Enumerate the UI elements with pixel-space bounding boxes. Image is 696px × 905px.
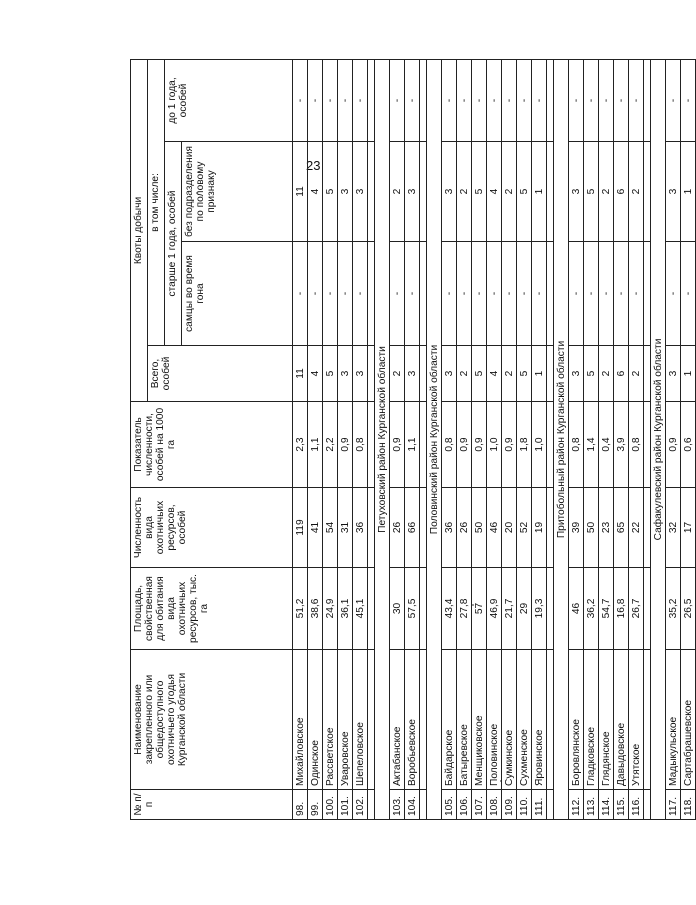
quota-total-cell: 5 [517,346,532,402]
gap-cell [368,346,375,402]
habitat-area-cell: 46 [569,568,584,650]
quota-under1-cell: - [666,59,681,141]
quota-under1-cell: - [405,59,420,141]
quota-no-sex-cell: 2 [502,142,517,242]
quota-no-sex-cell: 5 [517,142,532,242]
district-title: Петуховский район Курганской области [375,59,390,819]
habitat-area-cell: 27,8 [457,568,472,650]
quota-males-rut-cell: - [517,242,532,346]
population-cell: 31 [338,488,353,568]
habitat-area-cell: 57 [472,568,487,650]
table-row [599,59,614,819]
quota-total-cell: 2 [629,346,644,402]
quota-under1-cell: - [323,59,338,141]
hunting-ground-name-cell: Батыревское [457,650,472,790]
population-cell: 23 [599,488,614,568]
quota-no-sex-cell: 3 [405,142,420,242]
table-row [353,59,368,819]
density-index-cell: 3,9 [614,402,629,488]
habitat-area-cell: 54,7 [599,568,614,650]
row-number-cell: 117. [666,790,681,820]
quota-total-cell: 4 [487,346,502,402]
density-index-cell: 1,8 [517,402,532,488]
gap-cell [368,568,375,650]
gap-cell [368,242,375,346]
quota-total-cell: 11 [293,346,308,402]
gap-cell [644,346,651,402]
hunting-ground-name-cell: Яровинское [532,650,547,790]
table-body [293,59,696,819]
district-title: Притобольный район Курганской области [554,59,569,819]
density-index-cell: 1,0 [487,402,502,488]
quota-total-cell: 6 [614,346,629,402]
hunting-ground-name-cell: Глядянское [599,650,614,790]
row-number-cell: 108. [487,790,502,820]
district-row [427,59,442,819]
row-number-cell: 105. [442,790,457,820]
quota-total-cell: 3 [569,346,584,402]
quota-no-sex-cell: 3 [442,142,457,242]
gap-cell [644,568,651,650]
quota-no-sex-cell: 2 [390,142,405,242]
gap-cell [368,59,375,141]
quota-males-rut-cell: - [293,242,308,346]
page-number: 23 [306,158,321,173]
section-gap [368,59,375,819]
rotated-page-area [130,60,694,820]
hunting-ground-name-cell: Давыдовское [614,650,629,790]
density-index-cell: 0,9 [472,402,487,488]
quota-males-rut-cell: - [353,242,368,346]
quota-under1-cell: - [629,59,644,141]
quota-no-sex-cell: 5 [584,142,599,242]
hunting-ground-name-cell: Актабанское [390,650,405,790]
population-cell: 22 [629,488,644,568]
quota-no-sex-cell: 11 [293,142,308,242]
quota-total-cell: 5 [472,346,487,402]
table-row [457,59,472,819]
section-gap [547,59,554,819]
quota-under1-cell: - [457,59,472,141]
population-cell: 26 [390,488,405,568]
quota-males-rut-cell: - [629,242,644,346]
habitat-area-cell: 26,7 [629,568,644,650]
hunting-ground-name-cell: Уваровское [338,650,353,790]
quota-males-rut-cell: - [472,242,487,346]
quota-under1-cell: - [584,59,599,141]
gap-cell [644,402,651,488]
row-number-cell: 101. [338,790,353,820]
gap-cell [368,142,375,242]
habitat-area-cell: 36,2 [584,568,599,650]
quota-males-rut-cell: - [569,242,584,346]
table-row [308,59,323,819]
quota-under1-cell: - [487,59,502,141]
quota-total-cell: 2 [457,346,472,402]
quota-no-sex-cell: 3 [338,142,353,242]
table-row [338,59,353,819]
density-index-cell: 1,1 [405,402,420,488]
hunting-ground-name-cell: Мадыкульское [666,650,681,790]
density-index-cell: 0,9 [390,402,405,488]
row-number-cell: 113. [584,790,599,820]
quota-males-rut-cell: - [532,242,547,346]
quota-total-cell: 5 [584,346,599,402]
quota-total-cell: 3 [353,346,368,402]
quota-total-cell: 3 [405,346,420,402]
row-number-cell: 107. [472,790,487,820]
density-index-cell: 0,9 [338,402,353,488]
density-index-cell: 2,2 [323,402,338,488]
quota-total-cell: 2 [502,346,517,402]
habitat-area-cell: 35,2 [666,568,681,650]
hunting-ground-name-cell: Сумкинское [502,650,517,790]
population-cell: 46 [487,488,502,568]
quota-no-sex-cell: 2 [629,142,644,242]
quota-males-rut-cell: - [502,242,517,346]
quota-no-sex-cell: 5 [472,142,487,242]
habitat-area-cell: 19,3 [532,568,547,650]
quota-males-rut-cell: - [681,242,696,346]
table-row [293,59,308,819]
row-number-cell: 100. [323,790,338,820]
habitat-area-cell: 29 [517,568,532,650]
row-number-cell: 104. [405,790,420,820]
quota-males-rut-cell: - [584,242,599,346]
row-number-cell: 118. [681,790,696,820]
habitat-area-cell: 57,5 [405,568,420,650]
habitat-area-cell: 38,6 [308,568,323,650]
district-title: Половинский район Курганской области [427,59,442,819]
hunting-ground-name-cell: Половинское [487,650,502,790]
population-cell: 36 [353,488,368,568]
hunting-ground-name-cell: Воробьевское [405,650,420,790]
gap-cell [368,488,375,568]
quota-total-cell: 3 [666,346,681,402]
district-row [554,59,569,819]
section-gap [420,59,427,819]
table-row [390,59,405,819]
density-index-cell: 1,1 [308,402,323,488]
row-number-cell: 102. [353,790,368,820]
gap-cell [420,142,427,242]
row-number-cell: 116. [629,790,644,820]
quota-under1-cell: - [569,59,584,141]
header-under1: до 1 года, особей [165,59,293,141]
quota-under1-cell: - [472,59,487,141]
gap-cell [420,346,427,402]
header-density: Показатель численности, особей на 1000 га [131,402,293,488]
quota-males-rut-cell: - [442,242,457,346]
gap-cell [547,488,554,568]
hunting-ground-name-cell: Боровлянское [569,650,584,790]
quota-males-rut-cell: - [457,242,472,346]
population-cell: 20 [502,488,517,568]
hunting-ground-name-cell: Утятское [629,650,644,790]
header-including: в том числе: [148,59,165,345]
habitat-area-cell: 16,8 [614,568,629,650]
quota-no-sex-cell: 2 [457,142,472,242]
hunting-ground-name-cell: Рассветское [323,650,338,790]
quota-under1-cell: - [599,59,614,141]
quota-males-rut-cell: - [405,242,420,346]
gap-cell [547,242,554,346]
table-row [487,59,502,819]
quota-under1-cell: - [293,59,308,141]
quota-no-sex-cell: 1 [532,142,547,242]
row-number-cell: 98. [293,790,308,820]
population-cell: 41 [308,488,323,568]
district-title: Сафакулевский район Курганской области [651,59,666,819]
gap-cell [644,59,651,141]
population-cell: 52 [517,488,532,568]
population-cell: 50 [472,488,487,568]
habitat-area-cell: 45,1 [353,568,368,650]
table-row [472,59,487,819]
gap-cell [420,242,427,346]
header-total: Всего, особей [148,346,293,402]
table-row [405,59,420,819]
habitat-area-cell: 51,2 [293,568,308,650]
table-row [502,59,517,819]
quota-males-rut-cell: - [487,242,502,346]
density-index-cell: 0,4 [599,402,614,488]
quota-no-sex-cell: 1 [681,142,696,242]
quota-no-sex-cell: 4 [487,142,502,242]
quota-total-cell: 2 [599,346,614,402]
quota-no-sex-cell: 3 [666,142,681,242]
quota-total-cell: 1 [681,346,696,402]
hunting-ground-name-cell: Михайловское [293,650,308,790]
gap-cell [547,402,554,488]
gap-cell [644,650,651,790]
density-index-cell: 0,8 [442,402,457,488]
quota-under1-cell: - [517,59,532,141]
gap-cell [368,650,375,790]
row-number-cell: 114. [599,790,614,820]
row-number-cell: 111. [532,790,547,820]
quota-no-sex-cell: 5 [323,142,338,242]
density-index-cell: 0,8 [569,402,584,488]
gap-cell [368,402,375,488]
row-number-cell: 115. [614,790,629,820]
density-index-cell: 1,0 [532,402,547,488]
quota-under1-cell: - [308,59,323,141]
gap-cell [368,790,375,820]
population-cell: 19 [532,488,547,568]
row-number-cell: 99. [308,790,323,820]
quota-total-cell: 2 [390,346,405,402]
quota-no-sex-cell: 4 [308,142,323,242]
gap-cell [547,346,554,402]
header-males-rut: самцы во время гона [182,242,293,346]
hunting-ground-name-cell: Менщиковское [472,650,487,790]
gap-cell [420,59,427,141]
table-row [532,59,547,819]
density-index-cell: 1,4 [584,402,599,488]
quota-males-rut-cell: - [308,242,323,346]
hunting-ground-name-cell: Сухменское [517,650,532,790]
header-older: старше 1 года, особей [165,142,182,346]
quota-under1-cell: - [442,59,457,141]
quota-males-rut-cell: - [323,242,338,346]
quota-under1-cell: - [614,59,629,141]
quota-under1-cell: - [532,59,547,141]
population-cell: 50 [584,488,599,568]
population-cell: 65 [614,488,629,568]
quota-under1-cell: - [390,59,405,141]
quota-total-cell: 3 [442,346,457,402]
header-num: № п/п [131,790,293,820]
population-cell: 119 [293,488,308,568]
density-index-cell: 0,9 [666,402,681,488]
gap-cell [420,568,427,650]
habitat-area-cell: 30 [390,568,405,650]
quota-under1-cell: - [353,59,368,141]
hunting-ground-name-cell: Одинское [308,650,323,790]
section-gap [644,59,651,819]
density-index-cell: 0,6 [681,402,696,488]
quota-total-cell: 5 [323,346,338,402]
quota-total-cell: 3 [338,346,353,402]
table-header [131,59,293,819]
quota-under1-cell: - [338,59,353,141]
quota-males-rut-cell: - [599,242,614,346]
header-name: Наименование закрепленного или общедоступного охотничьего угодья Курганской области [131,650,293,790]
density-index-cell: 2,3 [293,402,308,488]
gap-cell [547,59,554,141]
population-cell: 36 [442,488,457,568]
district-row [375,59,390,819]
population-cell: 54 [323,488,338,568]
quota-no-sex-cell: 3 [569,142,584,242]
hunting-ground-name-cell: Сартабрашевское [681,650,696,790]
hunting-ground-name-cell: Шепеловское [353,650,368,790]
density-index-cell: 0,8 [629,402,644,488]
quota-no-sex-cell: 3 [353,142,368,242]
quota-no-sex-cell: 2 [599,142,614,242]
table-row [681,59,696,819]
density-index-cell: 0,9 [502,402,517,488]
gap-cell [420,650,427,790]
quota-males-rut-cell: - [614,242,629,346]
table-row [666,59,681,819]
habitat-area-cell: 26,5 [681,568,696,650]
population-cell: 66 [405,488,420,568]
table-row [569,59,584,819]
gap-cell [420,488,427,568]
gap-cell [547,650,554,790]
quota-under1-cell: - [502,59,517,141]
table-row [323,59,338,819]
gap-cell [547,142,554,242]
quota-under1-cell: - [681,59,696,141]
table-row [442,59,457,819]
row-number-cell: 106. [457,790,472,820]
gap-cell [644,142,651,242]
table-row [584,59,599,819]
gap-cell [547,790,554,820]
hunting-quota-table [130,59,696,820]
hunting-ground-name-cell: Байдарское [442,650,457,790]
population-cell: 17 [681,488,696,568]
population-cell: 39 [569,488,584,568]
header-no-sex: без подразделения по половому признаку [182,142,293,242]
header-quotas: Квоты добычи [131,59,148,401]
habitat-area-cell: 21,7 [502,568,517,650]
row-number-cell: 109. [502,790,517,820]
population-cell: 26 [457,488,472,568]
quota-males-rut-cell: - [666,242,681,346]
header-area: Площадь, свойственная для обитания вида охотничьих ресурсов, тыс. га [131,568,293,650]
table-row [629,59,644,819]
row-number-cell: 112. [569,790,584,820]
quota-total-cell: 1 [532,346,547,402]
district-row [651,59,666,819]
gap-cell [644,790,651,820]
gap-cell [644,242,651,346]
row-number-cell: 110. [517,790,532,820]
quota-no-sex-cell: 6 [614,142,629,242]
habitat-area-cell: 43,4 [442,568,457,650]
quota-males-rut-cell: - [338,242,353,346]
density-index-cell: 0,8 [353,402,368,488]
density-index-cell: 0,9 [457,402,472,488]
habitat-area-cell: 24,9 [323,568,338,650]
gap-cell [420,790,427,820]
gap-cell [644,488,651,568]
table-row [517,59,532,819]
row-number-cell: 103. [390,790,405,820]
hunting-ground-name-cell: Гладковское [584,650,599,790]
table-row [614,59,629,819]
quota-total-cell: 4 [308,346,323,402]
habitat-area-cell: 36,1 [338,568,353,650]
header-population: Численность вида охотничьих ресурсов, особей [131,488,293,568]
population-cell: 32 [666,488,681,568]
table-rotation-stage [130,60,694,820]
gap-cell [547,568,554,650]
gap-cell [420,402,427,488]
quota-males-rut-cell: - [390,242,405,346]
habitat-area-cell: 46,9 [487,568,502,650]
